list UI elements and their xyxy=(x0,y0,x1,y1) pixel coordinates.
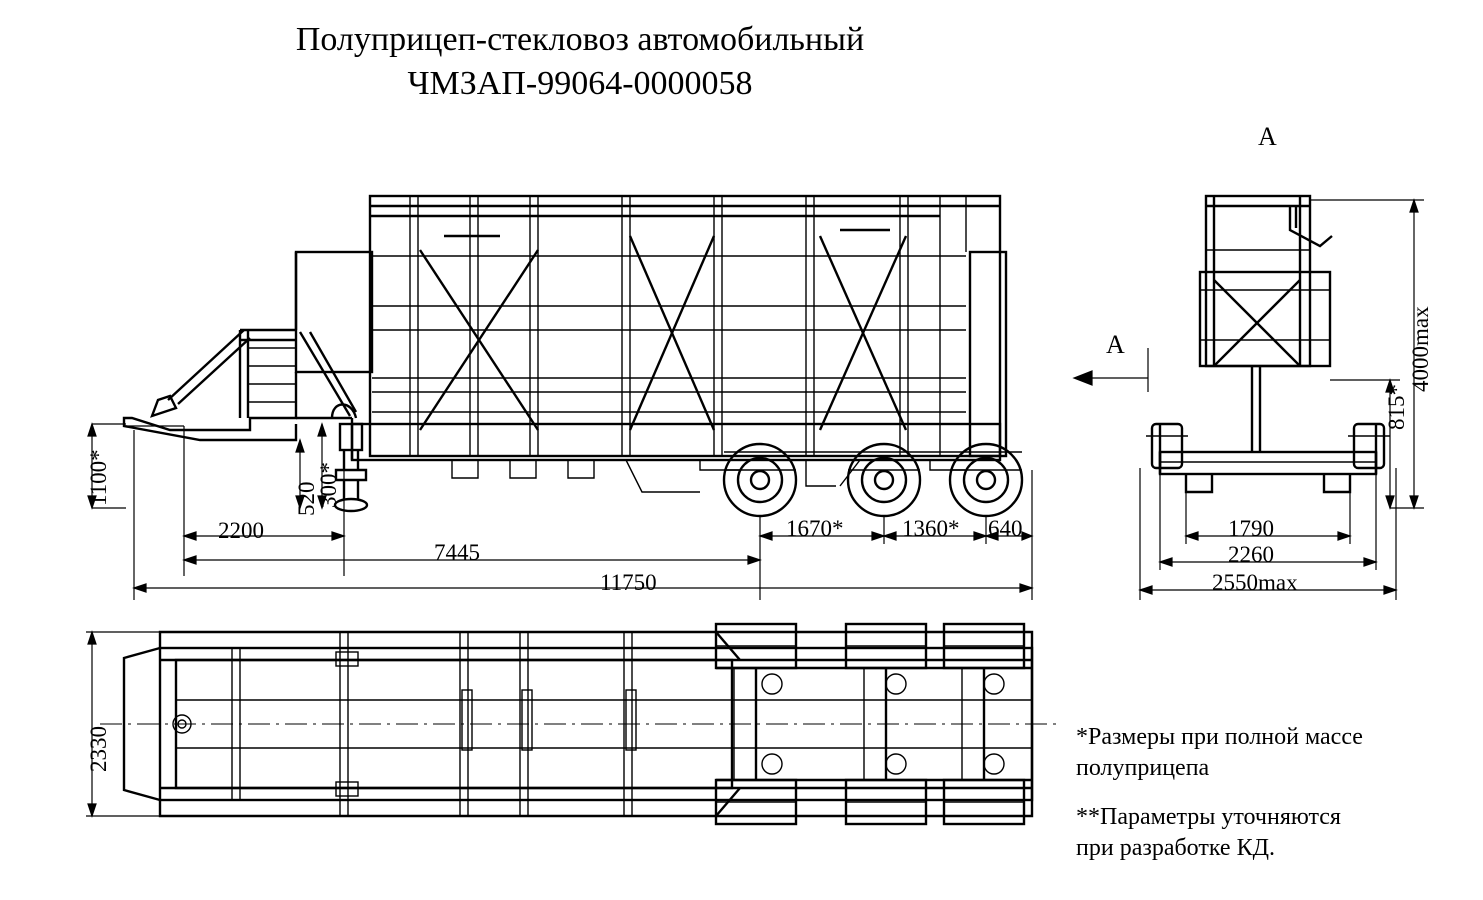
dim-overall-width: 2550max xyxy=(1212,570,1298,595)
side-view-step-ladder xyxy=(248,348,296,402)
dim-platform-height: 815* xyxy=(1384,384,1409,430)
top-view xyxy=(100,624,1060,824)
note-1-line-1: *Размеры при полной массе xyxy=(1076,724,1363,750)
side-view-wheels xyxy=(724,444,1022,516)
dim-track-outer: 2260 xyxy=(1228,542,1274,567)
dim-axle-spacing-2: 1360* xyxy=(902,516,960,541)
top-view-axles xyxy=(716,624,1032,824)
dim-axle-spacing-1: 1670* xyxy=(786,516,844,541)
dim-kingpin-to-axle: 7445 xyxy=(434,540,480,565)
rear-view xyxy=(1146,196,1390,492)
side-view-longitudinal-rails xyxy=(372,256,966,412)
rear-view-dimension-lines xyxy=(1140,200,1424,600)
dim-kingpin-offset: 300* xyxy=(316,462,341,508)
dim-top-width: 2330 xyxy=(86,726,111,772)
dim-rear-overhang: 640 xyxy=(988,516,1023,541)
dim-overall-length: 11750 xyxy=(600,570,657,595)
section-label-a-top: А xyxy=(1258,122,1277,151)
dim-front-overhang: 2200 xyxy=(218,518,264,543)
note-2-line-2: при разработке КД. xyxy=(1076,835,1275,861)
dim-height-front: 1100* xyxy=(86,449,111,506)
note-2-line-1: **Параметры уточняются xyxy=(1076,804,1341,830)
dim-kingpin-height: 520 xyxy=(294,481,319,516)
note-1-line-2: полуприцепа xyxy=(1076,755,1210,781)
title-line-2: ЧМЗАП-99064-0000058 xyxy=(407,65,753,102)
section-label-a-side: А xyxy=(1106,330,1125,359)
title-line-1: Полуприцеп-стекловоз автомобильный xyxy=(295,21,865,58)
dim-track-inner: 1790 xyxy=(1228,516,1274,541)
side-view-dimension-lines xyxy=(88,424,1032,600)
dim-overall-height: 4000max xyxy=(1408,306,1433,392)
